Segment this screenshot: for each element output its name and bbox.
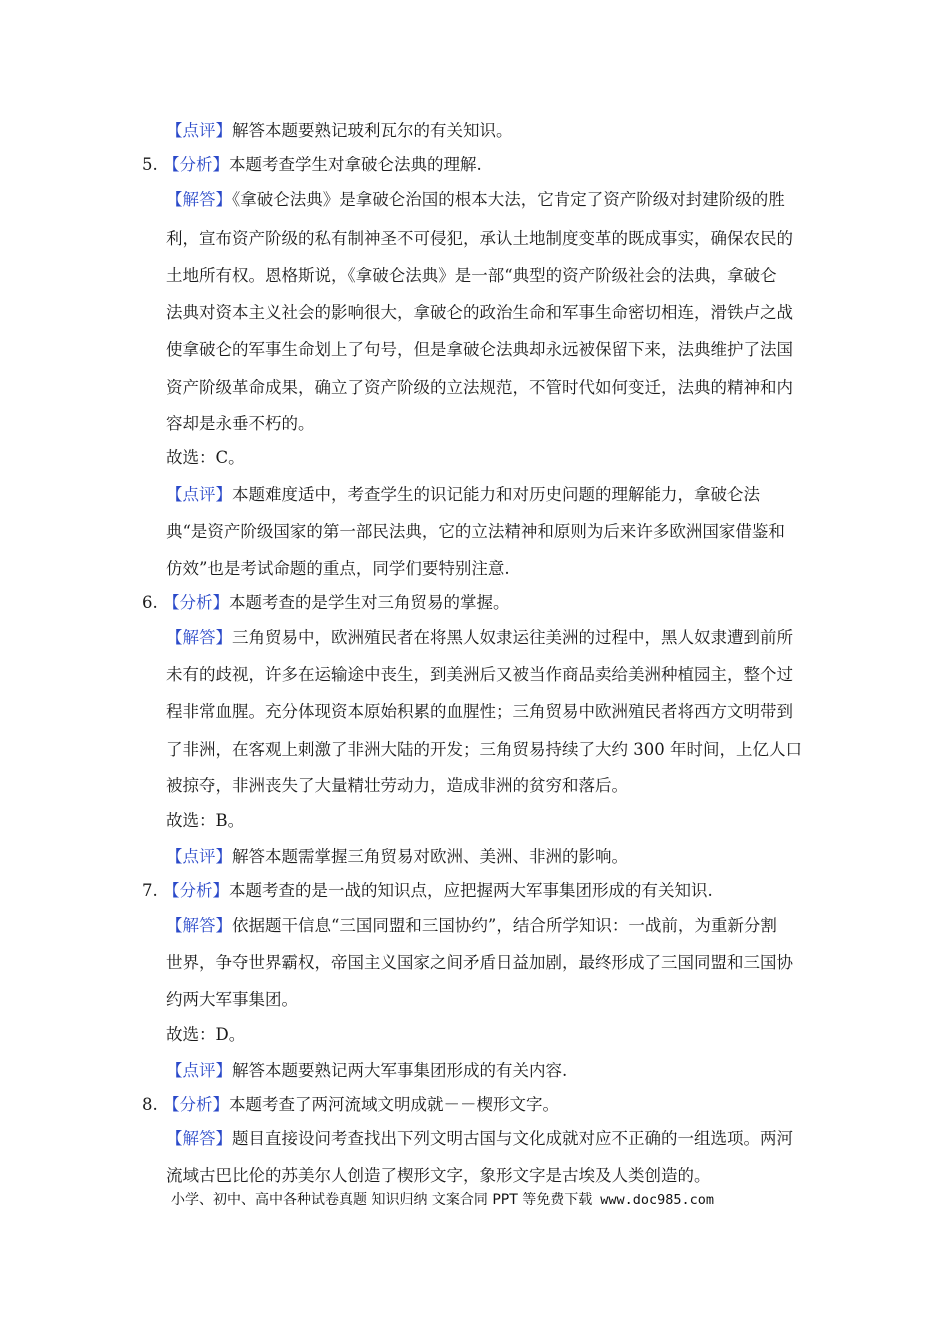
answer-label: 【解答】 [166, 1129, 232, 1148]
q7-comment-text: 解答本题要熟记两大军事集团形成的有关内容. [232, 1061, 568, 1080]
answer-label: 【解答】 [166, 628, 232, 647]
comment-line [166, 121, 513, 141]
q6-analysis-text: 本题考查的是学生对三角贸易的掌握。 [229, 593, 510, 612]
answer-label: 【解答】 [166, 916, 232, 935]
q6-choice: 故选：B。 [166, 811, 245, 830]
q5-answer-line-3: 土地所有权。恩格斯说，《拿破仑法典》是一部“典型的资产阶级社会的法典，拿破仑 [166, 266, 777, 285]
q5-analysis-text: 本题考查学生对拿破仑法典的理解. [229, 155, 482, 174]
analysis-label: 【分析】 [163, 155, 229, 174]
q5-answer-line-1 [166, 190, 785, 210]
answer-label: 【解答】 [166, 190, 232, 209]
q8-answer-line-1 [166, 1129, 793, 1149]
q5-answer-line-5: 使拿破仑的军事生命划上了句号，但是拿破仑法典却永远被保留下来，法典维护了法国 [166, 340, 793, 359]
q5-choice: 故选：C。 [166, 448, 245, 467]
q5-analysis-line [142, 155, 482, 175]
q6-comment-text: 解答本题需掌握三角贸易对欧洲、美洲、非洲的影响。 [232, 847, 628, 866]
q7-choice: 故选：D。 [166, 1025, 246, 1044]
q6-answer-line-2: 未有的歧视，许多在运输途中丧生，到美洲后又被当作商品卖给美洲种植园主，整个过 [166, 665, 793, 684]
q6-answer-text: 三角贸易中，欧洲殖民者在将黑人奴隶运往美洲的过程中，黑人奴隶遭到前所 [232, 628, 793, 647]
comment-label: 【点评】 [166, 485, 232, 504]
q6-analysis-line [142, 593, 510, 613]
q7-answer-line-1 [166, 916, 777, 936]
q6-answer-line-5: 被掠夺，非洲丧失了大量精壮劳动力，造成非洲的贫穷和落后。 [166, 776, 628, 795]
q5-answer-line-7: 容却是永垂不朽的。 [166, 414, 315, 433]
q8-answer-line-2: 流域古巴比伦的苏美尔人创造了楔形文字，象形文字是古埃及人类创造的。 [166, 1166, 711, 1185]
analysis-label: 【分析】 [163, 1095, 229, 1114]
footer-text: 小学、初中、高中各种试卷真题 知识归纳 文案合同 PPT 等免费下载 [171, 1192, 593, 1208]
comment-label: 【点评】 [166, 1061, 232, 1080]
q7-answer-line-3: 约两大军事集团。 [166, 990, 298, 1009]
q6-answer-line-3: 程非常血腥。充分体现资本原始积累的血腥性；三角贸易中欧洲殖民者将西方文明带到 [166, 702, 793, 721]
q5-answer-line-4: 法典对资本主义社会的影响很大，拿破仑的政治生命和军事生命密切相连，滑铁卢之战 [166, 303, 793, 322]
q7-analysis-text: 本题考查的是一战的知识点，应把握两大军事集团形成的有关知识. [229, 881, 713, 900]
analysis-label: 【分析】 [163, 881, 229, 900]
analysis-label: 【分析】 [163, 593, 229, 612]
q5-comment-line-1 [166, 485, 760, 505]
footer-url[interactable]: www.doc985.com [600, 1192, 715, 1208]
q5-answer-text: 《拿破仑法典》是拿破仑治国的根本大法，它肯定了资产阶级对封建阶级的胜 [232, 190, 785, 209]
q6-number: 6. [142, 593, 158, 612]
q8-number: 8. [142, 1095, 158, 1114]
q8-answer-text: 题目直接设问考查找出下列文明古国与文化成就对应不正确的一组选项。两河 [232, 1129, 793, 1148]
q5-comment-line-2: 典“是资产阶级国家的第一部民法典，它的立法精神和原则为后来许多欧洲国家借鉴和 [166, 522, 785, 541]
q7-comment-line-1 [166, 1061, 567, 1081]
comment-text: 解答本题要熟记玻利瓦尔的有关知识。 [232, 121, 513, 140]
q5-comment-text: 本题难度适中，考查学生的识记能力和对历史问题的理解能力，拿破仑法 [232, 485, 760, 504]
q7-analysis-line [142, 881, 713, 901]
q5-answer-line-6: 资产阶级革命成果，确立了资产阶级的立法规范，不管时代如何变迁，法典的精神和内 [166, 378, 793, 397]
q6-answer-line-4: 了非洲，在客观上刺激了非洲大陆的开发；三角贸易持续了大约 300 年时间，上亿人口 [166, 740, 802, 759]
q7-answer-text: 依据题干信息“三国同盟和三国协约”，结合所学知识：一战前，为重新分割 [232, 916, 777, 935]
q7-answer-line-2: 世界，争夺世界霸权，帝国主义国家之间矛盾日益加剧，最终形成了三国同盟和三国协 [166, 953, 793, 972]
q6-comment-line-1 [166, 847, 628, 867]
comment-label: 【点评】 [166, 847, 232, 866]
q8-analysis-line [142, 1095, 559, 1115]
page-footer [171, 1190, 714, 1210]
q5-answer-line-2: 利，宣布资产阶级的私有制神圣不可侵犯，承认土地制度变革的既成事实，确保农民的 [166, 229, 793, 248]
comment-label: 【点评】 [166, 121, 232, 140]
q8-analysis-text: 本题考查了两河流域文明成就－－楔形文字。 [229, 1095, 559, 1114]
q6-answer-line-1 [166, 628, 793, 648]
q7-number: 7. [142, 881, 158, 900]
q5-number: 5. [142, 155, 158, 174]
q5-comment-line-3: 仿效”也是考试命题的重点，同学们要特别注意. [166, 559, 510, 578]
